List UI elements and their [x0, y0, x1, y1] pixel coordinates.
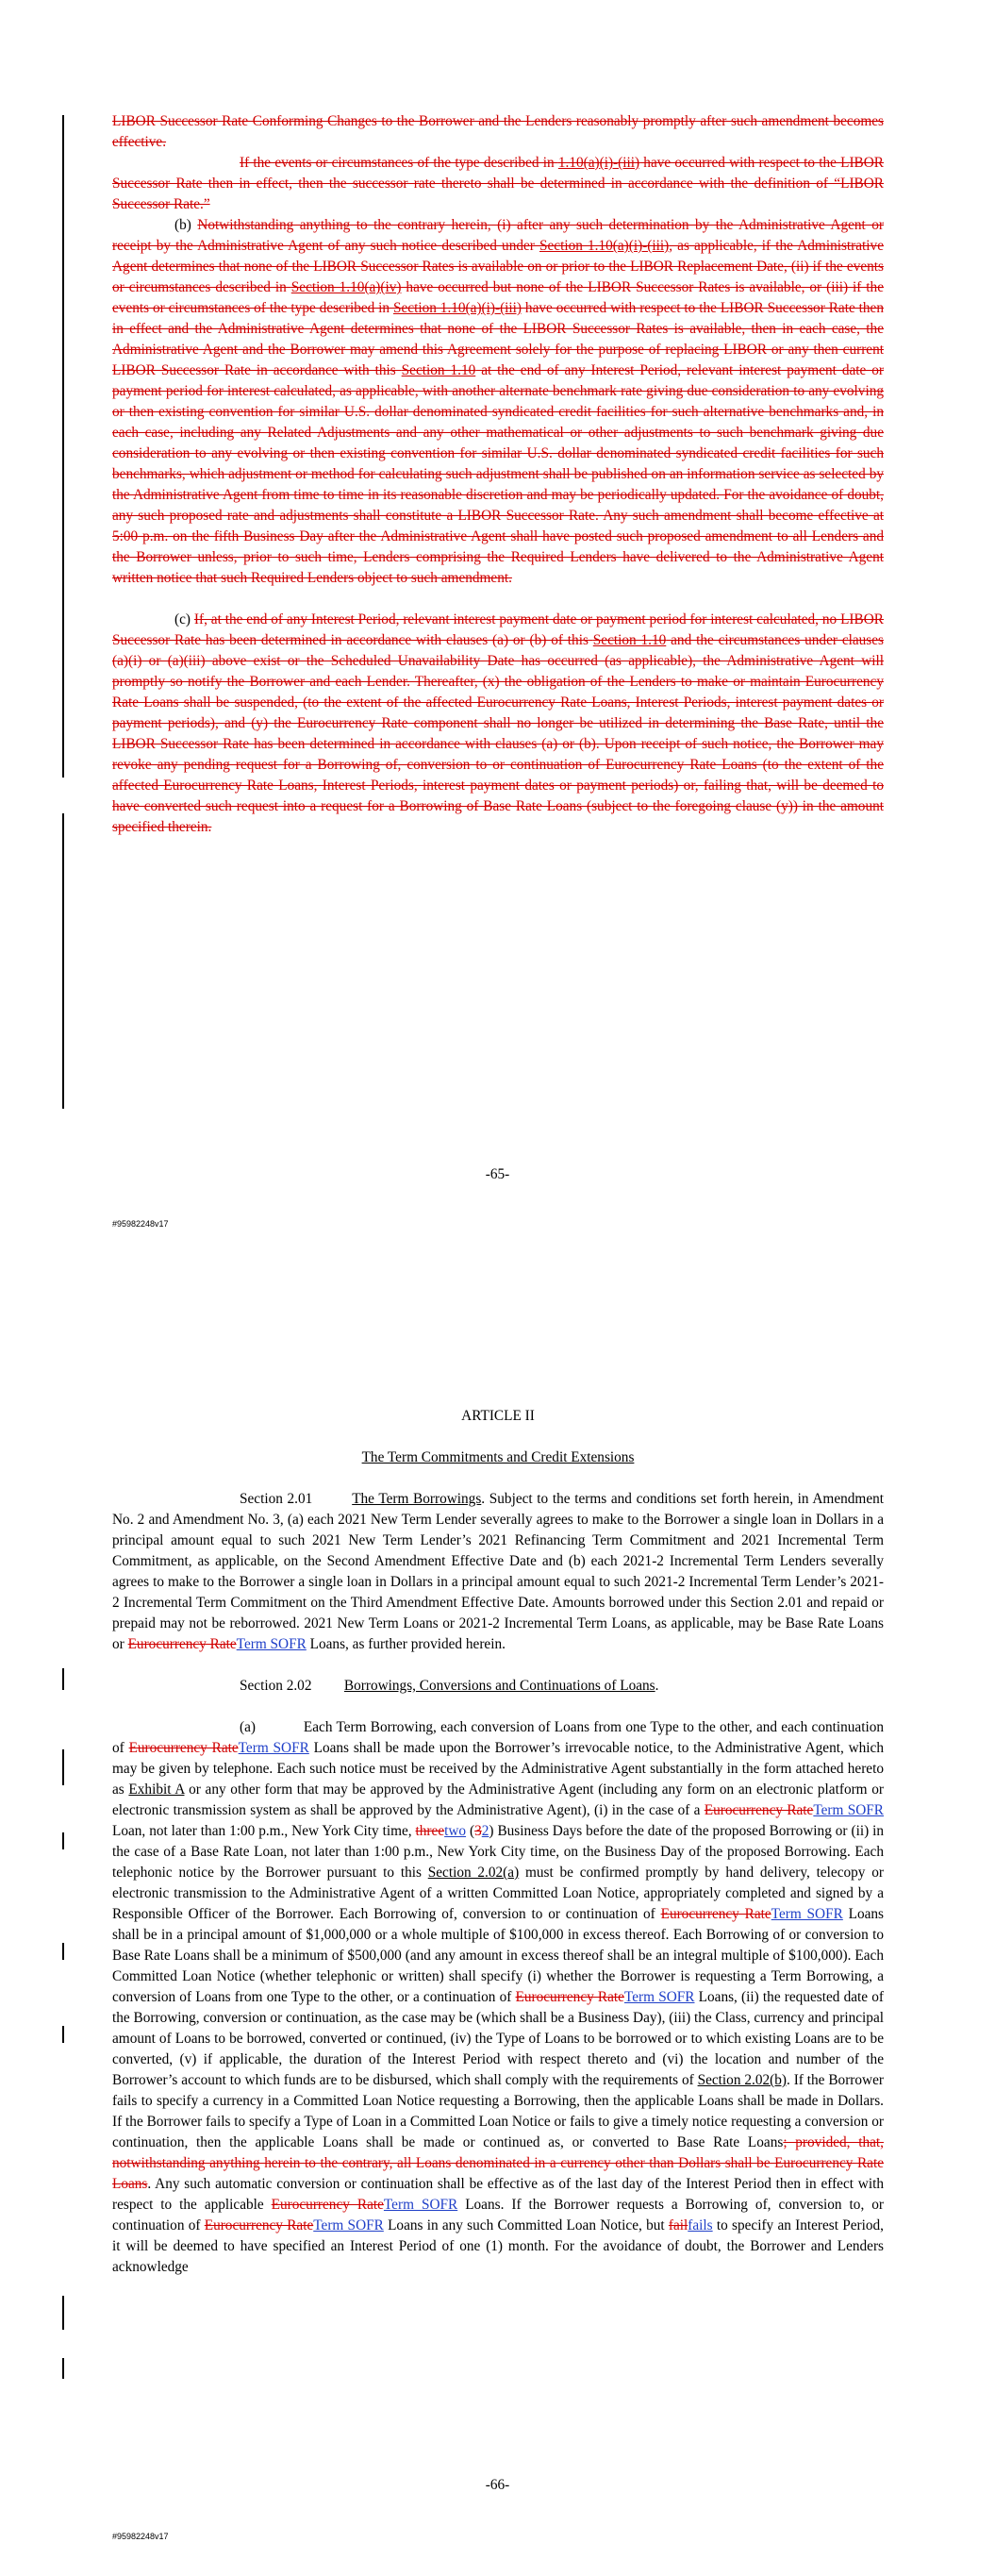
- document-id: #95982248v17: [112, 2532, 169, 2541]
- deleted-text: Eurocurrency Rate: [271, 2197, 384, 2213]
- body-text: [112, 1406, 884, 2278]
- paragraph-b: [112, 215, 884, 589]
- section-reference: Section 2.02(b): [697, 2072, 787, 2088]
- deleted-text: Notwithstanding anything to the contrary herein, (i) after any such determination by the Administrative Agent or receipt by the Administrative Agent of any such notice described under Section 1.10(a)(i)-(iii), as applicable, if the Administrative Agent determines that none of the LIBOR Successor Rates is available on or prior to the LIBOR Replacement Date, (ii) if the events or circumstances described in Section 1.10(a)(iv) have occurred but none of the LIBOR Successor Rates is available, or (iii) if the events or circumstances of the type described in Section 1.10(a)(i)-(iii) have occurred with respect to the LIBOR Successor Rate then in effect and the Administrative Agent determines that none of the LIBOR Successor Rates is available, then in each case, the Administrative Agent and the Borrower may amend this Agreement solely for the purpose of replacing LIBOR or any then current LIBOR Successor Rate in accordance with this Section 1.10 at the end of any Interest Period, relevant interest payment date or payment period for interest calculated, as applicable, with another alternate benchmark rate giving due consideration to any evolving or then existing convention for similar U.S. dollar denominated syndicated credit facilities for such alternative benchmarks and, in each case, including any Related Adjustments and any other mathematical or other adjustments to such benchmark giving due consideration to any evolving or then existing convention for similar U.S. dollar denominated syndicated credit facilities for such benchmarks, which adjustment or method for calculating such adjustment shall be published on an information service as selected by the Administrative Agent from time to time in its reasonable discretion and may be periodically updated. For the avoidance of doubt, any such proposed rate and adjustments shall constitute a LIBOR Successor Rate. Any such amendment shall become effective at 5:00 p.m. on the fifth Business Day after the Administrative Agent shall have posted such proposed amendment to all Lenders and the Borrower unless, prior to such time, Lenders comprising the Required Lenders have delivered to the Administrative Agent written notice that such Required Lenders object to such amendment.: [112, 217, 884, 586]
- section-number: Section 2.01: [240, 1491, 313, 1507]
- page-number: -66-: [485, 2477, 510, 2493]
- section-2-01: Section 2.01 The Term Borrowings. Subject to the terms and conditions set forth herein, in Amendment No. 2 and Amendment No. 3, (a) each 2021 New Term Lender severally agrees to make to the Borrower a single loan in Dollars in a principal amount equal to such 2021 New Term Lender’s 2021 Refinancing Term Commitment and 2021 Incremental Term Commitment, as applicable, on the Second Amendment Effective Date and (b) each 2021-2 Incremental Term Lenders severally agrees to make to the Borrower a single loan in Dollars in a principal amount equal to such 2021-2 Incremental Term Lender’s 2021-2 Incremental Term Commitment on the Third Amendment Effective Date. Amounts borrowed under this Section 2.01 and repaid or prepaid may not be reborrowed. 2021 New Term Loans or 2021-2 Incremental Term Loans, as applicable, may be Base Rate Loans or Eurocurrency RateTerm SOFR Loans, as further provided herein.: [112, 1491, 885, 1652]
- article-title: The Term Commitments and Credit Extensions: [361, 1449, 635, 1465]
- deleted-text: Eurocurrency Rate: [128, 1740, 239, 1756]
- paragraph-c: [112, 610, 884, 838]
- section-number: Section 2.02: [240, 1678, 312, 1694]
- section-2-02-a: (a) Each Term Borrowing, each conversion of Loans from one Type to the other, and each continuation of Eurocurrency RateTerm SOFR Loans shall be made upon the Borrower’s irrevocable notice, to the Administrative Agent, which may be given by telephone. Each such notice must be received by the Administrative Agent substantially in the form attached hereto as Exhibit A or any other form that may be approved by the Administrative Agent (including any form on an electronic platform or electronic transmission system as shall be approved by the Administrative Agent), (i) in the case of a Eurocurrency RateTerm SOFR Loan, not later than 1:00 p.m., New York City time, threetwo (32) Business Days before the date of the proposed Borrowing or (ii) in the case of a Base Rate Loan, not later than 1:00 p.m., New York City time, on the Business Day of the proposed Borrowing. Each telephonic notice by the Borrower pursuant to this Section 2.02(a) must be confirmed promptly by hand delivery, telecopy or electronic transmission to the Administrative Agent of a written Committed Loan Notice, appropriately completed and signed by a Responsible Officer of the Borrower. Each Borrowing of, conversion to or continuation of Eurocurrency RateTerm SOFR Loans shall be in a principal amount of $1,000,000 or a whole multiple of $100,000 in excess thereof. Each Borrowing of or conversion to Base Rate Loans shall be a minimum of $500,000 (and any amount in excess thereof shall be an integral multiple of $100,000). Each Committed Loan Notice (whether telephonic or written) shall specify (i) whether the Borrower is requesting a Term Borrowing, a conversion of Loans from one Type to the other, or a continuation of Eurocurrency RateTerm SOFR Loans, (ii) the requested date of the Borrowing, conversion or continuation, as the case may be (which shall be a Business Day), (iii) the Class, currency and principal amount of Loans to be borrowed, converted or continued, (iv) the Type of Loans to be borrowed or to which existing Loans are to be converted, (v) if applicable, the duration of the Interest Period with respect thereto and (vi) the location and number of the Borrower’s account to which funds are to be disbursed, which shall comply with the requirements of Section 2.02(b). If the Borrower fails to specify a currency in a Committed Loan Notice requesting a Borrowing, then the applicable Loans shall be made in Dollars. If the Borrower fails to specify a Type of Loan in a Committed Loan Notice or fails to give a timely notice requesting a conversion or continuation, then the applicable Loans shall be made or continued as, or converted to Base Rate Loans; provided, that, notwithstanding anything herein to the contrary, all Loans denominated in a currency other than Dollars shall be Eurocurrency Rate Loans. Any such automatic conversion or continuation shall be effective as of the last day of the Interest Period then in effect with respect to the applicable Eurocurrency RateTerm SOFR Loans. If the Borrower requests a Borrowing of, conversion to, or continuation of Eurocurrency RateTerm SOFR Loans in any such Committed Loan Notice, but failfails to specify an Interest Period, it will be deemed to have specified an Interest Period of one (1) month. For the avoidance of doubt, the Borrower and Lenders acknowledge: [112, 1719, 885, 2275]
- deleted-text: three: [415, 1823, 445, 1839]
- inserted-text: Term SOFR: [383, 2197, 458, 2213]
- section-title: Borrowings, Conversions and Continuations of Loans: [343, 1678, 655, 1694]
- paragraph-conforming-changes: [112, 111, 884, 153]
- section-reference: Section 1.10: [592, 632, 667, 648]
- page-number: -65-: [485, 1166, 510, 1182]
- deleted-text: Eurocurrency Rate: [660, 1906, 771, 1922]
- paragraph-successor-events: [112, 153, 884, 215]
- inserted-text: Term SOFR: [623, 1989, 695, 2005]
- deleted-text: Eurocurrency Rate: [127, 1636, 237, 1652]
- deleted-text: 3: [474, 1823, 482, 1839]
- deleted-text: If the events or circumstances of the type described in 1.10(a)(i)-(iii) have occurred with respect to the LIBOR Successor Rate then in effect, then the successor rate thereto shall be determined in accordance with the definition of “LIBOR Successor Rate.”: [112, 155, 885, 212]
- section-reference: Section 1.10: [401, 362, 476, 378]
- deleted-text: If, at the end of any Interest Period, relevant interest payment date or payment period for interest calculated, no LIBOR Successor Rate has been determined in accordance with clauses (a) or (b) of this Section 1.10 and the circumstances under clauses (a)(i) or (a)(iii) above exist or the Scheduled Unavailability Date has occurred (as applicable), the Administrative Agent will promptly so notify the Borrower and each Lender. Thereafter, (x) the obligation of the Lenders to make or maintain Eurocurrency Rate Loans shall be suspended, (to the extent of the affected Eurocurrency Rate Loans, Interest Periods, interest payment dates or payment periods), and (y) the Eurocurrency Rate component shall no longer be utilized in determining the Base Rate, until the LIBOR Successor Rate has been determined in accordance with clauses (a) or (b). Upon receipt of such notice, the Borrower may revoke any pending request for a Borrowing of, conversion to or continuation of Eurocurrency Rate Loans (to the extent of the affected Eurocurrency Rate Loans, Interest Periods, interest payment dates or payment periods) or, failing that, will be deemed to have converted such request into a request for a Borrowing of Base Rate Loans (subject to the foregoing clause (y)) in the amount specified therein.: [112, 611, 884, 835]
- change-bar: [62, 115, 64, 778]
- section-title: The Term Borrowings: [352, 1491, 482, 1507]
- inserted-text: Term SOFR: [236, 1636, 307, 1652]
- clause-label: (b): [174, 217, 198, 233]
- change-bar: [62, 813, 64, 1109]
- inserted-text: Term SOFR: [813, 1802, 884, 1818]
- deleted-text: Eurocurrency Rate: [515, 1989, 624, 2005]
- deleted-text: LIBOR Successor Rate Conforming Changes to the Borrower and the Lenders reasonably promptly after such amendment becomes effective.: [112, 113, 884, 150]
- document-page-66: [0, 1288, 995, 2576]
- clause-label: (a): [240, 1719, 256, 1735]
- change-bar: [62, 1749, 64, 1785]
- change-bar: [62, 2026, 64, 2043]
- article-heading: ARTICLE II: [461, 1408, 535, 1424]
- deleted-text: fail: [668, 2217, 688, 2233]
- deleted-text: ; provided, that, notwithstanding anything herein to the contrary, all Loans denominated in a currency other than Dollars shall be Eurocurrency Rate Loans: [112, 2134, 884, 2192]
- change-bar: [62, 1832, 64, 1849]
- section-reference: Section 1.10(a)(i)-(iii): [539, 238, 670, 254]
- inserted-text: two: [444, 1823, 467, 1839]
- inserted-text: Term SOFR: [771, 1906, 843, 1922]
- deleted-text: Eurocurrency Rate: [204, 2217, 314, 2233]
- document-id: #95982248v17: [112, 1219, 169, 1229]
- exhibit-reference: Exhibit A: [128, 1781, 185, 1798]
- change-bar: [62, 2296, 64, 2330]
- inserted-text: Term SOFR: [313, 2217, 384, 2233]
- inserted-text: 2: [481, 1823, 489, 1839]
- clause-label: (c): [174, 611, 194, 627]
- body-text: [112, 111, 884, 838]
- section-2-02-heading: Section 2.02 Borrowings, Conversions and Continuations of Loans.: [240, 1678, 659, 1694]
- change-bar: [62, 2358, 64, 2379]
- section-reference: 1.10(a)(i)-(iii): [557, 155, 640, 171]
- section-reference: Section 2.02(a): [427, 1865, 520, 1881]
- change-bar: [62, 1943, 64, 1960]
- change-bar: [62, 1668, 64, 1690]
- section-reference: Section 1.10(a)(i)-(iii): [393, 300, 522, 316]
- inserted-text: fails: [688, 2217, 713, 2233]
- deleted-text: Eurocurrency Rate: [704, 1802, 814, 1818]
- section-reference: Section 1.10(a)(iv): [290, 279, 402, 295]
- inserted-text: Term SOFR: [238, 1740, 309, 1756]
